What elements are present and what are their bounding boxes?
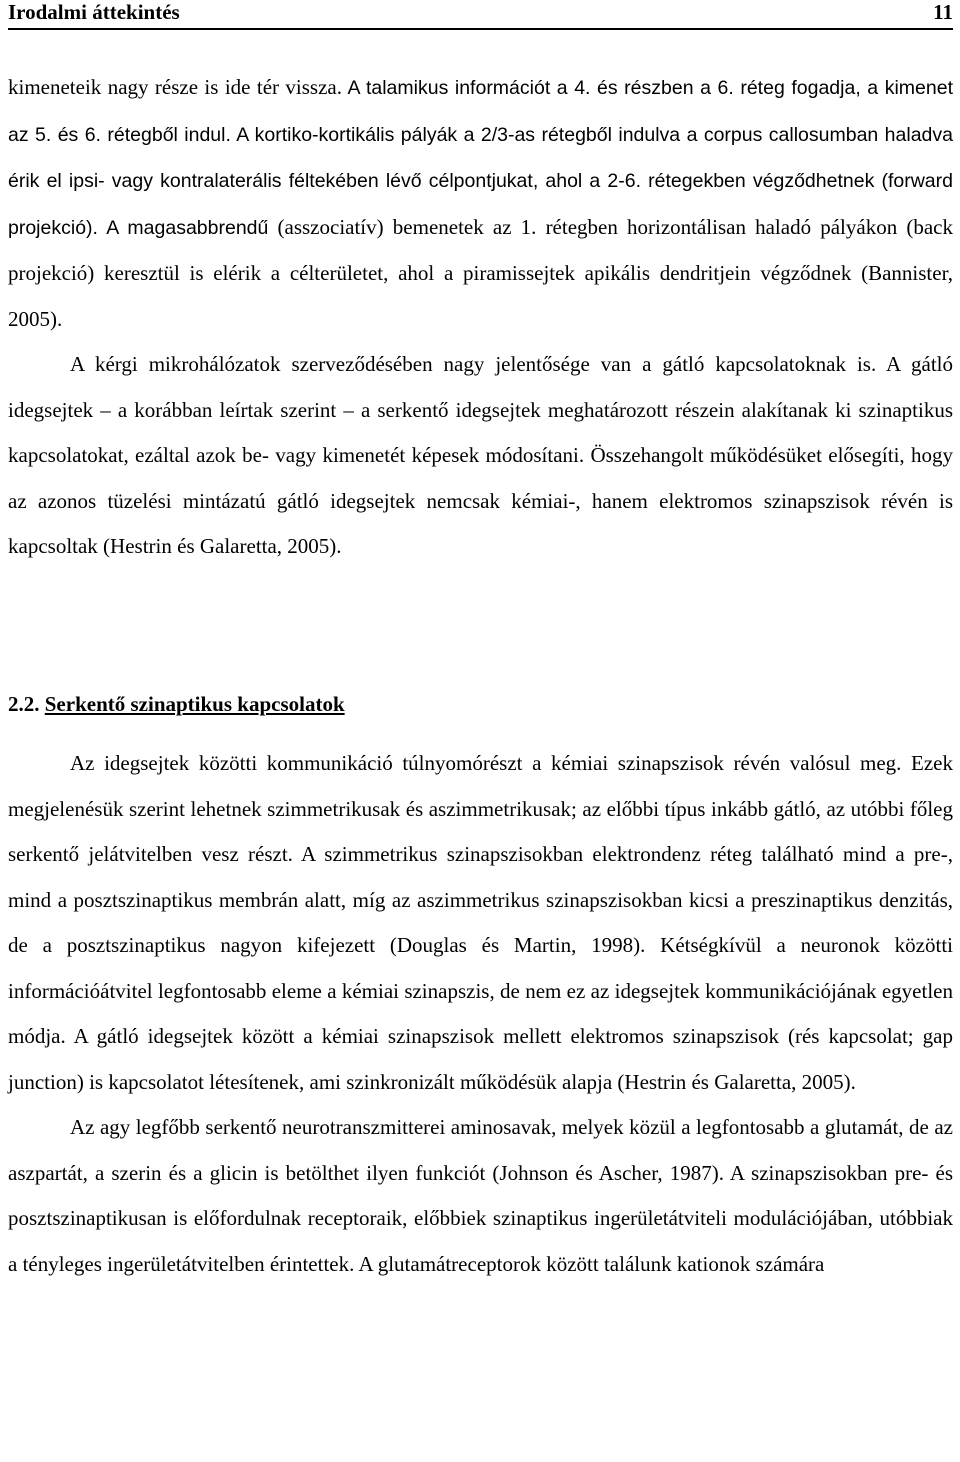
paragraph-1-part-c: (asszociatív) bemenetek az 1. rétegben horizontálisan haladó pályákon (back projekció) keresztül is elérik a célterületet, ahol a piramissejtek apikális dendritjein végződnek (Bannister, 2005). — [8, 214, 953, 331]
page-number: 11 — [933, 0, 953, 24]
document-page — [8, 0, 953, 30]
section-heading-block — [8, 682, 953, 728]
section-title: Serkentő szinaptikus kapcsolatok — [44, 692, 345, 716]
paragraph-1-part-b: A talamikus információt a 4. és részben a 6. réteg fogadja, a kimenet az 5. és 6. rétegből indul. A kortiko-kortikális pályák a 2/3-as rétegből indulva a corpus callosumban haladva érik el ipsi- vagy kontralaterális féltekében lévő célpontjukat, ahol a 2-6. rétegekben végződhetnek (forward projekció). A magasabbrendű — [8, 77, 953, 239]
paragraph-3: Az idegsejtek közötti kommunikáció túlnyomórészt a kémiai szinapszisok révén valósul meg. Ezek megjelenésük szerint lehetnek szimmetrikusak és aszimmetrikusak; az előbbi típus inkább gátló, az utóbbi főleg serkentő jelátvitelben vesz részt. A szimmetrikus szinapszisokban elektrondenz réteg található mind a pre-, mind a posztszinaptikus membrán alatt, míg az aszimmetrikus szinapszisokban kicsi a preszinaptikus denzitás, de a posztszinaptikus nagyon kifejezett (Douglas és Martin, 1998). Kétségkívül a neuronok közötti információátvitel legfontosabb eleme a kémiai szinapszis, de nem ez az idegsejtek kommunikációjának egyetlen módja. A gátló idegsejtek között a kémiai szinapszisok mellett elektromos szinapszisok (rés kapcsolat; gap junction) is kapcsolatot létesítenek, ami szinkronizált működésük alapja (Hestrin és Galaretta, 2005). — [8, 751, 953, 1094]
header-rule — [8, 28, 953, 30]
paragraph-2: A kérgi mikrohálózatok szerveződésében nagy jelentősége van a gátló kapcsolatoknak is. A gátló idegsejtek – a korábban leírtak szerint – a serkentő idegsejtek meghatározott részein alakítanak ki szinaptikus kapcsolatokat, ezáltal azok be- vagy kimenetét képesek módosítani. Összehangolt működésüket elősegíti, hogy az azonos tüzelési mintázatú gátló idegsejtek nemcsak kémiai-, hanem elektromos szinapszisok révén is kapcsoltak (Hestrin és Galaretta, 2005). — [8, 352, 953, 558]
paragraph-1 — [8, 65, 953, 342]
section-number: 2.2. — [8, 692, 40, 716]
paragraph-4: Az agy legfőbb serkentő neurotranszmitterei aminosavak, melyek közül a legfontosabb a glutamát, de az aszpartát, a szerin és a glicin is betölthet ilyen funkciót (Johnson és Ascher, 1987). A szinapszisokban pre- és posztszinaptikusan is előfordulnak receptoraik, előbbiek szinaptikus ingerületátviteli modulációjában, utóbbiak a tényleges ingerületátvitelben érintettek. A glutamátreceptorok között találunk kationok számára — [8, 1115, 953, 1276]
body-block-1 — [8, 65, 953, 570]
header-title: Irodalmi áttekintés — [8, 0, 180, 24]
running-header — [8, 0, 953, 24]
section-heading — [8, 682, 953, 728]
body-block-2 — [8, 741, 953, 1287]
paragraph-1-part-a: kimeneteik nagy része is ide tér vissza. — [8, 75, 342, 99]
